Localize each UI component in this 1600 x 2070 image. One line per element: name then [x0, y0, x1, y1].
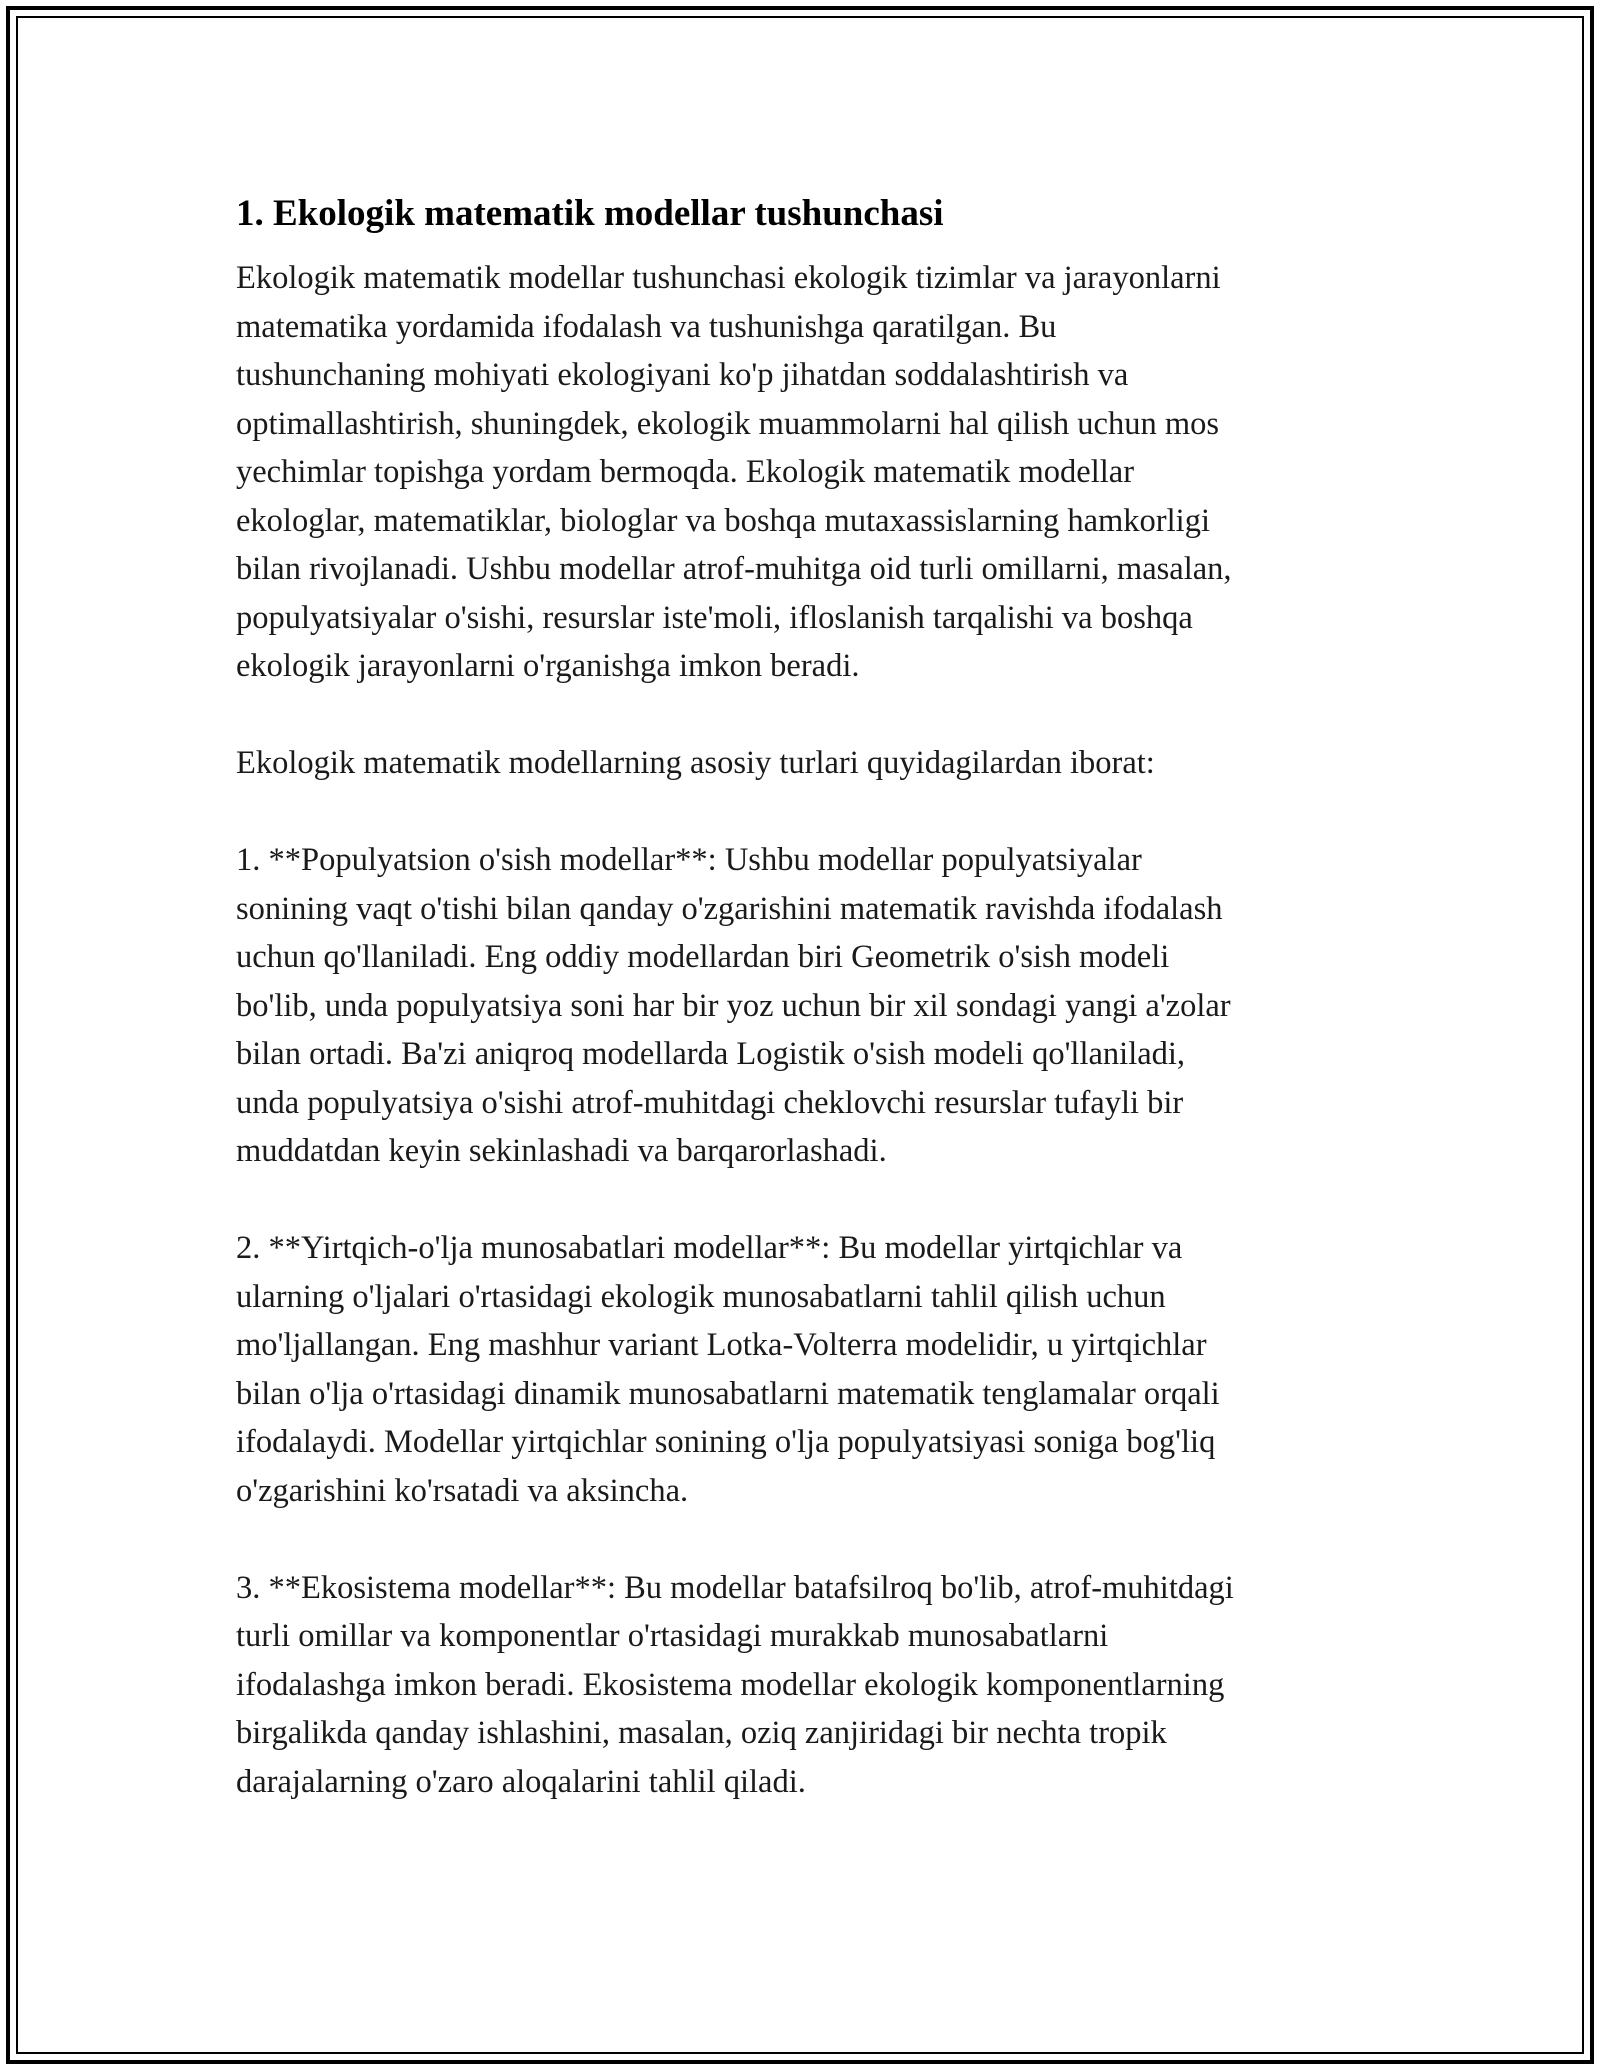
list-item-population-growth-models: 1. **Populyatsion o'sish modellar**: Ushbu modellar populyatsiyalar sonining vaqt o'tishi bilan qanday o'zgarishini matematik ravishda ifodalash uchun qo'llaniladi. Eng oddiy modellardan biri Geometrik o'sish modeli bo'lib, unda populyatsiya soni har bir yoz uchun bir xil sondagi yangi a'zolar bilan ortadi. Ba'zi aniqroq modellarda Logistik o'sish modeli qo'llaniladi, unda populyatsiya o'sishi atrof-muhitdagi cheklovchi resurslar tufayli bir muddatdan keyin sekinlashadi va barqarorlashadi.	[236, 842, 1231, 1169]
intro-paragraph: Ekologik matematik modellar tushunchasi ekologik tizimlar va jarayonlarni matematika yordamida ifodalash va tushunishga qaratilgan. Bu tushunchaning mohiyati ekologiyani ko'p jihatdan soddalashtirish va optimallashtirish, shuningdek, ekologik muammolarni hal qilish uchun mos yechimlar topishga yordam bermoqda. Ekologik matematik modellar ekologlar, matematiklar, biologlar va boshqa mutaxassislarning hamkorligi bilan rivojlanadi. Ushbu modellar atrof-muhitga oid turli omillarni, masalan, populyatsiyalar o'sishi, resurslar iste'moli, ifloslanish tarqalishi va boshqa ekologik jarayonlarni o'rganishga imkon beradi.	[236, 260, 1232, 684]
list-item-predator-prey-models: 2. **Yirtqich-o'lja munosabatlari modellar**: Bu modellar yirtqichlar va ularning o'ljalari o'rtasidagi ekologik munosabatlarni tahlil qilish uchun mo'ljallangan. Eng mashhur variant Lotka-Volterra modelidir, u yirtqichlar bilan o'lja o'rtasidagi dinamik munosabatlarni matematik tenglamalar orqali ifodalaydi. Modellar yirtqichlar sonining o'lja populyatsiyasi soniga bog'liq o'zgarishini ko'rsatadi va aksincha.	[236, 1230, 1220, 1509]
document-body	[236, 186, 1366, 1855]
model-types-intro: Ekologik matematik modellarning asosiy turlari quyidagilardan iborat:	[236, 745, 1155, 781]
section-heading: 1. Ekologik matematik modellar tushunchasi	[236, 193, 944, 234]
list-item-ecosystem-models: 3. **Ekosistema modellar**: Bu modellar batafsilroq bo'lib, atrof-muhitdagi turli omillar va komponentlar o'rtasidagi murakkab munosabatlarni ifodalashga imkon beradi. Ekosistema modellar ekologik komponentlarning birgalikda qanday ishlashini, masalan, oziq zanjiridagi bir nechta tropik darajalarning o'zaro aloqalarini tahlil qiladi.	[236, 1569, 1234, 1800]
